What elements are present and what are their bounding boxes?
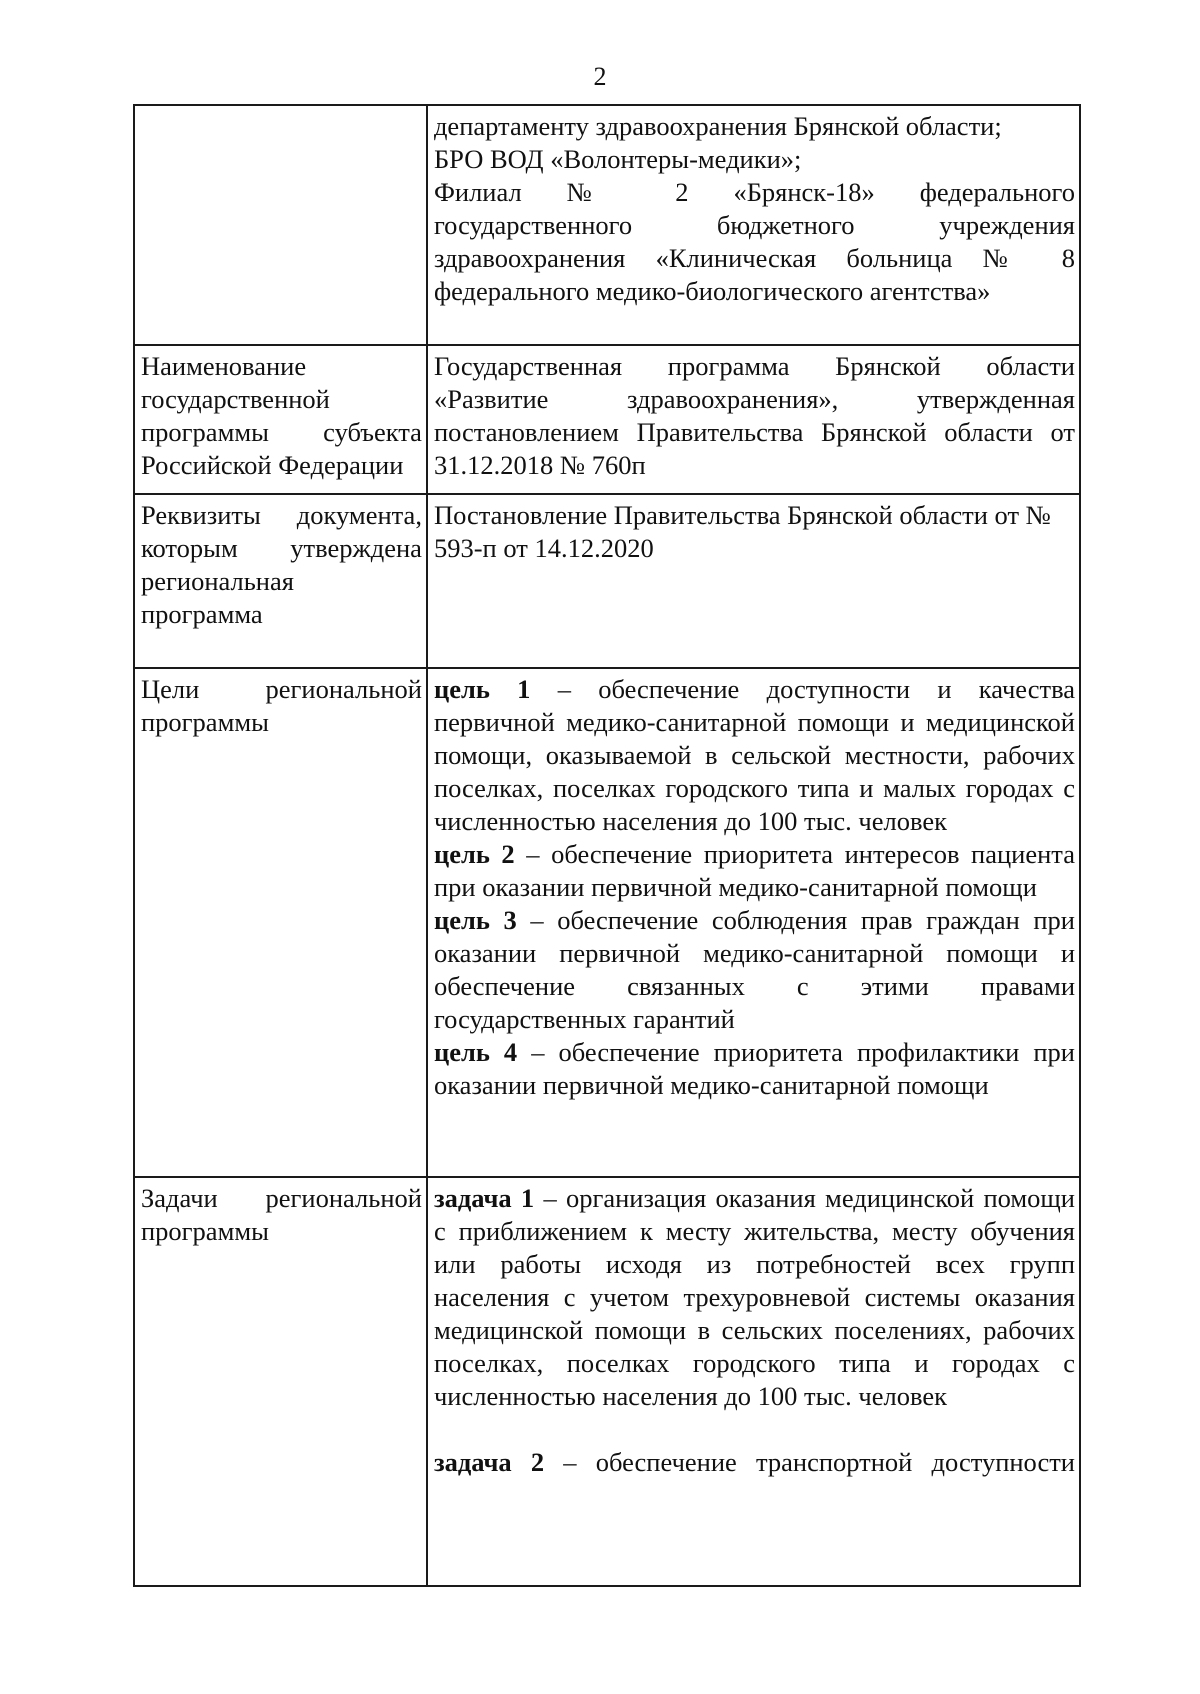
goal-item — [434, 673, 1075, 838]
document-details-value: Постановление Правительства Брянской области от № 593-п от 14.12.2020 — [427, 494, 1080, 668]
participants-cell — [427, 105, 1080, 345]
page-number: 2 — [593, 62, 607, 91]
program-name-value: Государственная программа Брянской области «Развитие здравоохранения», утвержденная постановлением Правительства Брянской области от 31.12.2018 № 760п — [427, 345, 1080, 494]
goal-text: – обеспечение приоритета профилактики при оказании первичной медико-санитарной помощи — [433, 1037, 1075, 1100]
table-row — [134, 345, 1080, 494]
goal-head: цель 4 — [433, 1037, 518, 1067]
table-row — [134, 668, 1080, 1177]
participant-line: Филиал № 2 «Брянск-18» федерального государственного бюджетного учреждения здравоохранения «Клиническая больница № 8 федерального медико-биологического агентства» — [433, 177, 1075, 306]
table-row — [134, 105, 1080, 345]
goal-text: – обеспечение приоритета интересов пациента при оказании первичной медико-санитарной помощи — [433, 839, 1075, 902]
program-passport-table — [133, 104, 1081, 1587]
goal-head: цель 3 — [433, 905, 517, 935]
row-label-document-details: Реквизиты документа, которым утверждена региональная программа — [134, 494, 427, 668]
task-head: задача 2 — [433, 1447, 545, 1477]
task-head: задача 1 — [433, 1183, 535, 1213]
participant-line: департаменту здравоохранения Брянской области; — [433, 111, 1002, 141]
tasks-cell — [427, 1177, 1080, 1586]
row-label-empty — [134, 105, 427, 345]
participant-line: БРО ВОД «Волонтеры-медики»; — [433, 144, 802, 174]
goal-item — [434, 904, 1075, 1036]
task-item — [434, 1182, 1075, 1413]
spacer — [434, 1413, 1075, 1446]
table-row — [134, 1177, 1080, 1586]
row-label-goals: Цели региональной программы — [134, 668, 427, 1177]
goal-text: – обеспечение соблюдения прав граждан при оказании первичной медико-санитарной помощи и обеспечение связанных с этими правами государственных гарантий — [433, 905, 1075, 1034]
table-row — [134, 494, 1080, 668]
goal-item — [434, 1036, 1075, 1102]
goal-text: – обеспечение доступности и качества первичной медико-санитарной помощи и медицинской помощи, оказываемой в сельской местности, рабочих поселках, поселках городского типа и малых городах с численностью населения до 100 тыс. человек — [433, 674, 1075, 836]
goal-item — [434, 838, 1075, 904]
goal-head: цель 2 — [433, 839, 515, 869]
task-item — [434, 1446, 1075, 1479]
task-text: – обеспечение транспортной доступности — [544, 1447, 1075, 1477]
task-text: – организация оказания медицинской помощи с приближением к месту жительства, месту обучения или работы исходя из потребностей всех групп населения с учетом трехуровневой системы оказания медицинской помощи в сельских поселениях, рабочих поселках, поселках городского типа и городах с численностью населения до 100 тыс. человек — [433, 1183, 1075, 1411]
goals-cell — [427, 668, 1080, 1177]
goal-head: цель 1 — [433, 674, 531, 704]
row-label-program-name: Наименование государственной программы субъекта Российской Федерации — [134, 345, 427, 494]
row-label-tasks: Задачи региональной программы — [134, 1177, 427, 1586]
